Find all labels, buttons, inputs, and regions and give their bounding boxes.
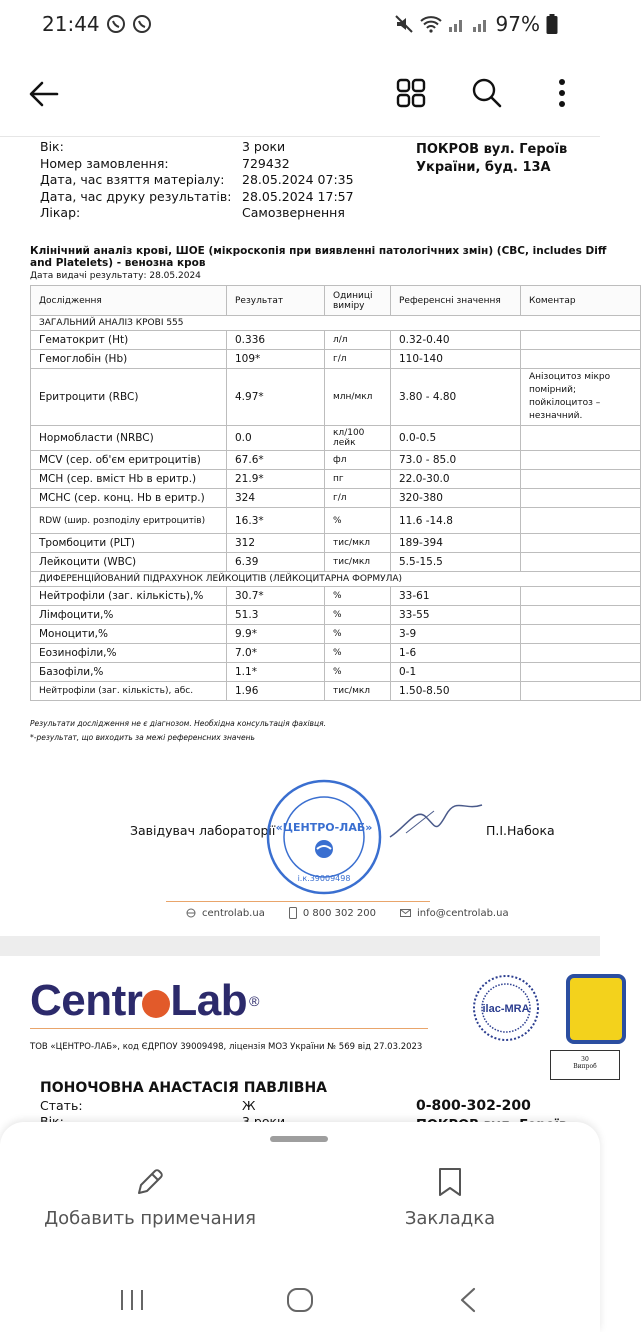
chevron-left-icon <box>459 1287 477 1313</box>
test-unit: кл/100 лейк <box>325 426 391 451</box>
test-comment <box>521 663 641 682</box>
test-unit: пг <box>325 470 391 489</box>
results-table <box>30 285 641 701</box>
test-name: MCH (сер. вміст Hb в еритр.) <box>31 470 227 489</box>
lab-address <box>416 141 606 177</box>
test-result: 109* <box>227 350 325 369</box>
test-name: Еозинофіли,% <box>31 644 227 663</box>
test-comment <box>521 426 641 451</box>
sex-value: Ж <box>242 1098 256 1113</box>
test-unit: % <box>325 625 391 644</box>
test-name: Гемоглобін (Hb) <box>31 350 227 369</box>
section-title: ЗАГАЛЬНИЙ АНАЛІЗ КРОВІ 555 <box>31 316 641 331</box>
test-title-line: and Platelets) - венозна кров <box>30 257 206 269</box>
contact-phone <box>289 907 376 919</box>
table-row <box>31 587 641 606</box>
signer-name: П.І.Набока <box>486 823 555 838</box>
test-unit: г/л <box>325 489 391 508</box>
logo-text: Centr <box>30 976 143 1025</box>
test-reference: 1-6 <box>391 644 521 663</box>
table-section-row <box>31 572 641 587</box>
test-unit: % <box>325 587 391 606</box>
test-comment <box>521 587 641 606</box>
registration-line: ТОВ «ЦЕНТРО-ЛАБ», код ЄДРПОУ 39009498, ліцензія МОЗ України № 569 від 27.03.2023 <box>30 1042 423 1052</box>
cert-text: 30 <box>581 1056 589 1063</box>
test-name: Базофіли,% <box>31 663 227 682</box>
document-page <box>0 136 611 936</box>
app-bar <box>0 56 600 128</box>
system-nav-bar <box>0 1266 600 1332</box>
phone-icon <box>289 907 297 919</box>
test-result: 0.0 <box>227 426 325 451</box>
home-button[interactable] <box>280 1280 320 1320</box>
test-unit: г/л <box>325 350 391 369</box>
back-nav-button[interactable] <box>448 1280 488 1320</box>
test-result: 16.3* <box>227 508 325 534</box>
viber-icon <box>132 14 152 34</box>
page-separator <box>0 936 600 956</box>
table-row <box>31 331 641 350</box>
add-note-label: Добавить примечания <box>44 1208 256 1229</box>
test-result: 30.7* <box>227 587 325 606</box>
column-header: Коментар <box>521 286 641 316</box>
test-reference: 11.6 -14.8 <box>391 508 521 534</box>
mute-icon <box>394 14 414 34</box>
test-result: 4.97* <box>227 369 325 426</box>
column-header: Результат <box>227 286 325 316</box>
test-comment <box>521 625 641 644</box>
search-button[interactable] <box>468 74 506 112</box>
centrolab-logo <box>30 976 259 1026</box>
cert-text: Випроб <box>573 1063 597 1070</box>
ilac-mra-logo <box>470 972 542 1044</box>
test-comment <box>521 534 641 553</box>
test-result: 312 <box>227 534 325 553</box>
test-reference: 189-394 <box>391 534 521 553</box>
sheet-drag-handle[interactable] <box>270 1136 328 1142</box>
certificate-box <box>550 1050 620 1080</box>
test-title <box>30 245 630 269</box>
divider <box>30 1028 428 1029</box>
test-name: Моноцити,% <box>31 625 227 644</box>
address-line: ПОКРОВ вул. Героїв <box>416 142 568 157</box>
test-comment <box>521 553 641 572</box>
column-header: Одиниці виміру <box>325 286 391 316</box>
test-reference: 3-9 <box>391 625 521 644</box>
test-name: MCHC (сер. конц. Hb в еритр.) <box>31 489 227 508</box>
test-unit: % <box>325 508 391 534</box>
patient-info <box>40 139 412 222</box>
patient-name: ПОНОЧОВНА АНАСТАСІЯ ПАВЛІВНА <box>40 1080 328 1096</box>
test-reference: 73.0 - 85.0 <box>391 451 521 470</box>
test-name: Нормобласти (NRBC) <box>31 426 227 451</box>
table-row <box>31 663 641 682</box>
signer-title: Завідувач лабораторії <box>130 823 276 838</box>
signature <box>386 797 486 847</box>
info-row <box>40 172 412 189</box>
test-title-line: Клінічний аналіз крові, ШОЕ (мікроскопія при виявленні патологічних змін) (CBC, includes Diff <box>30 245 607 257</box>
recent-apps-button[interactable] <box>112 1280 152 1320</box>
test-unit: тис/мкл <box>325 682 391 701</box>
test-unit: % <box>325 606 391 625</box>
info-label: Дата, час взяття матеріалу: <box>40 172 225 187</box>
test-reference: 0.0-0.5 <box>391 426 521 451</box>
test-name: Лейкоцити (WBC) <box>31 553 227 572</box>
site-text: centrolab.ua <box>202 907 265 919</box>
document-page-2 <box>0 956 600 1126</box>
test-name: Тромбоцити (PLT) <box>31 534 227 553</box>
table-row <box>31 606 641 625</box>
lab-contacts <box>186 907 509 919</box>
test-unit: тис/мкл <box>325 553 391 572</box>
test-unit: фл <box>325 451 391 470</box>
test-comment <box>521 350 641 369</box>
info-row <box>40 189 412 206</box>
table-section-row <box>31 316 641 331</box>
clock: 21:44 <box>42 12 100 36</box>
table-row <box>31 508 641 534</box>
home-icon <box>286 1287 314 1313</box>
info-row <box>40 139 412 156</box>
table-row <box>31 369 641 426</box>
divider <box>166 901 430 902</box>
test-comment <box>521 606 641 625</box>
info-label: Дата, час друку результатів: <box>40 188 232 204</box>
test-name: MCV (сер. об'єм еритроцитів) <box>31 451 227 470</box>
column-header: Референсні значення <box>391 286 521 316</box>
pencil-icon <box>134 1166 166 1198</box>
test-reference: 320-380 <box>391 489 521 508</box>
more-vertical-icon <box>558 78 566 108</box>
info-row <box>40 205 412 222</box>
test-reference: 5.5-15.5 <box>391 553 521 572</box>
table-row <box>31 470 641 489</box>
accreditation-badge <box>566 974 626 1044</box>
battery-percent: 97% <box>495 12 540 36</box>
status-right <box>394 12 558 36</box>
info-value: Самозвернення <box>242 205 345 220</box>
test-reference: 1.50-8.50 <box>391 682 521 701</box>
stamp-code: і.к.39009498 <box>297 874 351 883</box>
sex-label: Стать: <box>40 1098 83 1113</box>
stamp-text: «ЦЕНТРО-ЛАБ» <box>275 821 373 834</box>
test-result: 67.6* <box>227 451 325 470</box>
signal-icon <box>472 15 490 33</box>
test-unit: % <box>325 663 391 682</box>
viber-icon <box>106 14 126 34</box>
address-line: України, буд. 13А <box>416 160 551 175</box>
info-value: 729432 <box>242 155 290 171</box>
page-grid-button[interactable] <box>392 74 430 112</box>
test-reference: 110-140 <box>391 350 521 369</box>
info-value: 3 роки <box>242 139 286 154</box>
lab-phone: 0-800-302-200 <box>416 1098 531 1114</box>
back-button[interactable] <box>26 76 62 112</box>
test-comment <box>521 489 641 508</box>
table-row <box>31 489 641 508</box>
add-note-button[interactable] <box>40 1166 260 1229</box>
test-unit: % <box>325 644 391 663</box>
status-left <box>42 12 152 36</box>
test-result: 9.9* <box>227 625 325 644</box>
table-row <box>31 644 641 663</box>
battery-icon <box>546 14 558 34</box>
test-reference: 33-61 <box>391 587 521 606</box>
bookmark-button[interactable] <box>380 1166 520 1229</box>
test-reference: 33-55 <box>391 606 521 625</box>
test-unit: млн/мкл <box>325 369 391 426</box>
info-value: 28.05.2024 17:57 <box>242 188 354 204</box>
logo-registered: ® <box>249 993 259 1009</box>
test-result: 1.96 <box>227 682 325 701</box>
disclaimer-note: Результати дослідження не є діагнозом. Необхідна консультація фахівця. <box>30 719 326 728</box>
test-reference: 0.32-0.40 <box>391 331 521 350</box>
info-value: 28.05.2024 07:35 <box>242 172 354 187</box>
logo-text: Lab <box>170 976 248 1025</box>
info-row <box>40 156 412 173</box>
ilac-text: ilac-MRA <box>482 1003 530 1015</box>
section-title: ДИФЕРЕНЦІЙОВАНИЙ ПІДРАХУНОК ЛЕЙКОЦИТІВ (ЛЕЙКОЦИТАРНА ФОРМУЛА) <box>31 572 641 587</box>
table-row <box>31 553 641 572</box>
test-unit: л/л <box>325 331 391 350</box>
bookmark-icon <box>437 1166 463 1198</box>
test-reference: 3.80 - 4.80 <box>391 369 521 426</box>
test-result: 7.0* <box>227 644 325 663</box>
test-result: 1.1* <box>227 663 325 682</box>
signal-icon <box>448 15 466 33</box>
more-options-button[interactable] <box>548 74 576 112</box>
test-comment <box>521 508 641 534</box>
test-result: 6.39 <box>227 553 325 572</box>
table-row <box>31 625 641 644</box>
phone-text: 0 800 302 200 <box>302 907 376 919</box>
logo-dot <box>142 990 170 1018</box>
test-unit: тис/мкл <box>325 534 391 553</box>
status-bar <box>0 0 600 48</box>
grid-icon <box>396 78 426 108</box>
test-comment <box>521 451 641 470</box>
test-comment <box>521 682 641 701</box>
contact-email <box>400 907 509 919</box>
test-result: 51.3 <box>227 606 325 625</box>
test-result: 324 <box>227 489 325 508</box>
lab-stamp <box>264 777 384 897</box>
table-header-row <box>31 286 641 316</box>
test-name: Лімфоцити,% <box>31 606 227 625</box>
test-name: Нейтрофіли (заг. кількість),% <box>31 587 227 606</box>
email-text: info@centrolab.ua <box>417 907 509 919</box>
contact-site <box>186 907 265 919</box>
test-result: 0.336 <box>227 331 325 350</box>
column-header: Дослідження <box>31 286 227 316</box>
table-row <box>31 426 641 451</box>
test-name: Нейтрофіли (заг. кількість), абс. <box>31 682 227 701</box>
table-row <box>31 534 641 553</box>
test-comment <box>521 644 641 663</box>
mail-icon <box>400 909 411 917</box>
recent-apps-icon <box>119 1288 145 1312</box>
issue-date: Дата видачі результату: 28.05.2024 <box>30 271 201 281</box>
globe-icon <box>186 908 196 918</box>
test-name: Еритроцити (RBC) <box>31 369 227 426</box>
test-reference: 22.0-30.0 <box>391 470 521 489</box>
test-comment: Анізоцитоз мікро помірний; пойкілоцитоз – незначний. <box>521 369 641 426</box>
table-row <box>31 350 641 369</box>
search-icon <box>472 78 502 108</box>
wifi-icon <box>420 15 442 33</box>
arrow-left-icon <box>29 81 59 107</box>
test-name: RDW (шир. розподілу еритроцитів) <box>31 508 227 534</box>
asterisk-note: *-результат, що виходить за межі референсних значень <box>30 733 255 742</box>
test-result: 21.9* <box>227 470 325 489</box>
info-label: Вік: <box>40 139 64 154</box>
test-comment <box>521 470 641 489</box>
test-comment <box>521 331 641 350</box>
test-name: Гематокрит (Ht) <box>31 331 227 350</box>
test-reference: 0-1 <box>391 663 521 682</box>
table-row <box>31 451 641 470</box>
info-label: Лікар: <box>40 205 81 220</box>
info-label: Номер замовлення: <box>40 155 169 171</box>
table-row <box>31 682 641 701</box>
bookmark-label: Закладка <box>404 1208 496 1229</box>
